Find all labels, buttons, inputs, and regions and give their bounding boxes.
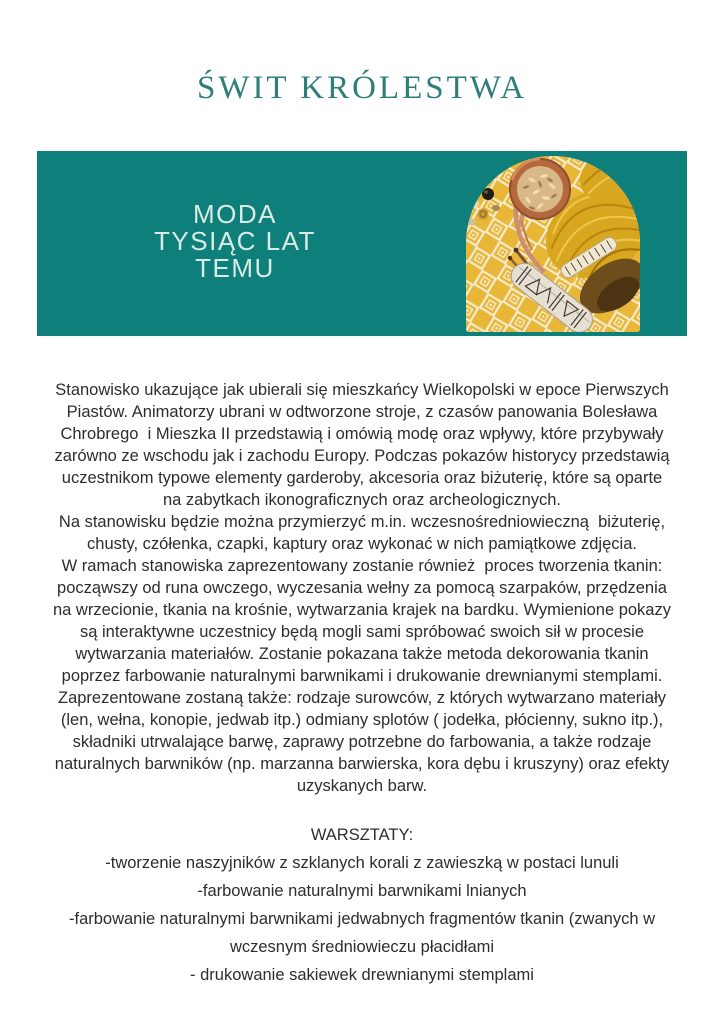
page-title: ŚWIT KRÓLESTWA xyxy=(196,70,528,107)
workshops-section xyxy=(0,821,724,989)
description-line: uzyskanych barw. xyxy=(296,777,428,795)
description-line: Na stanowisku będzie można przymierzyć m.in. wczesnośredniowieczną biżuterię, xyxy=(58,513,666,531)
description-line: Piastów. Animatorzy ubrani w odtworzone stroje, z czasów panowania Bolesława xyxy=(66,403,658,421)
clay-bowl-of-grain xyxy=(509,158,571,220)
workshop-item: -tworzenie naszyjników z szklanych korali z zawieszką w postaci lunuli xyxy=(105,854,619,872)
description xyxy=(0,379,724,797)
banner xyxy=(37,151,687,336)
description-line: są interaktywne uczestnicy będą mogli sami spróbować swoich sił w procesie xyxy=(80,623,644,641)
description-line: Stanowisko ukazujące jak ubierali się mieszkańcy Wielkopolski w epoce Pierwszych xyxy=(55,381,669,399)
description-line: począwszy od runa owczego, wyczesania wełny za pomocą szarpaków, przędzenia xyxy=(57,579,667,597)
banner-heading-line: MODA xyxy=(193,199,277,229)
description-line: (len, wełna, konopie, jedwab itp.) odmiany splotów ( jodełka, płócienny, sukno itp.), xyxy=(60,711,664,729)
description-line: Chrobrego i Mieszka II przedstawią i omówią modę oraz wpływy, które przybywały xyxy=(60,425,664,443)
description-line: naturalnych barwników (np. marzanna barwierska, kora dębu i kruszyny) oraz efekty xyxy=(54,755,670,773)
workshop-item: - drukowanie sakiewek drewnianymi stemplami xyxy=(190,966,534,984)
description-line: wytwarzania materiałów. Zostanie pokazana także metoda dekorowania tkanin xyxy=(75,645,649,663)
banner-photo xyxy=(466,156,640,332)
banner-heading-line: TYSIĄC LAT xyxy=(154,226,316,256)
description-line: poprzez farbowanie naturalnymi barwnikami i drukowanie drewnianymi stemplami. xyxy=(61,667,663,685)
workshop-item: -farbowanie naturalnymi barwnikami lnianych xyxy=(197,882,527,900)
description-line: Zaprezentowane zostaną także: rodzaje surowców, z których wytwarzano materiały xyxy=(57,689,667,707)
description-line: składniki utrwalające barwę, zaprawy potrzebne do farbowania, a także rodzaje xyxy=(72,733,652,751)
artifacts-photo xyxy=(466,156,640,332)
description-line: na wrzecionie, tkania na krośnie, wytwarzania krajek na bardku. Wymienione pokazy xyxy=(53,601,671,619)
workshop-item: -farbowanie naturalnymi barwnikami jedwabnych fragmentów tkanin (zwanych w xyxy=(68,910,656,928)
workshops-heading: WARSZTATY: xyxy=(310,826,414,844)
description-line: uczestnikom typowe elementy garderoby, akcesoria oraz biżuterię, które są oparte xyxy=(61,469,663,487)
description-line: chusty, czółenka, czapki, kaptury oraz wykonać w nich pamiątkowe zdjęcia. xyxy=(87,535,637,553)
description-line: W ramach stanowiska zaprezentowany zostanie również proces tworzenia tkanin: xyxy=(61,557,663,575)
banner-heading xyxy=(37,201,433,282)
banner-heading-line: TEMU xyxy=(195,253,275,283)
description-line: zarówno ze wschodu jak i zachodu Europy. Podczas pokazów historycy przedstawią xyxy=(54,447,670,465)
workshop-item: wczesnym średniowieczu płacidłami xyxy=(229,938,495,956)
workshops-list xyxy=(0,849,724,989)
description-line: na zabytkach ikonograficznych oraz archeologicznych. xyxy=(162,491,562,509)
